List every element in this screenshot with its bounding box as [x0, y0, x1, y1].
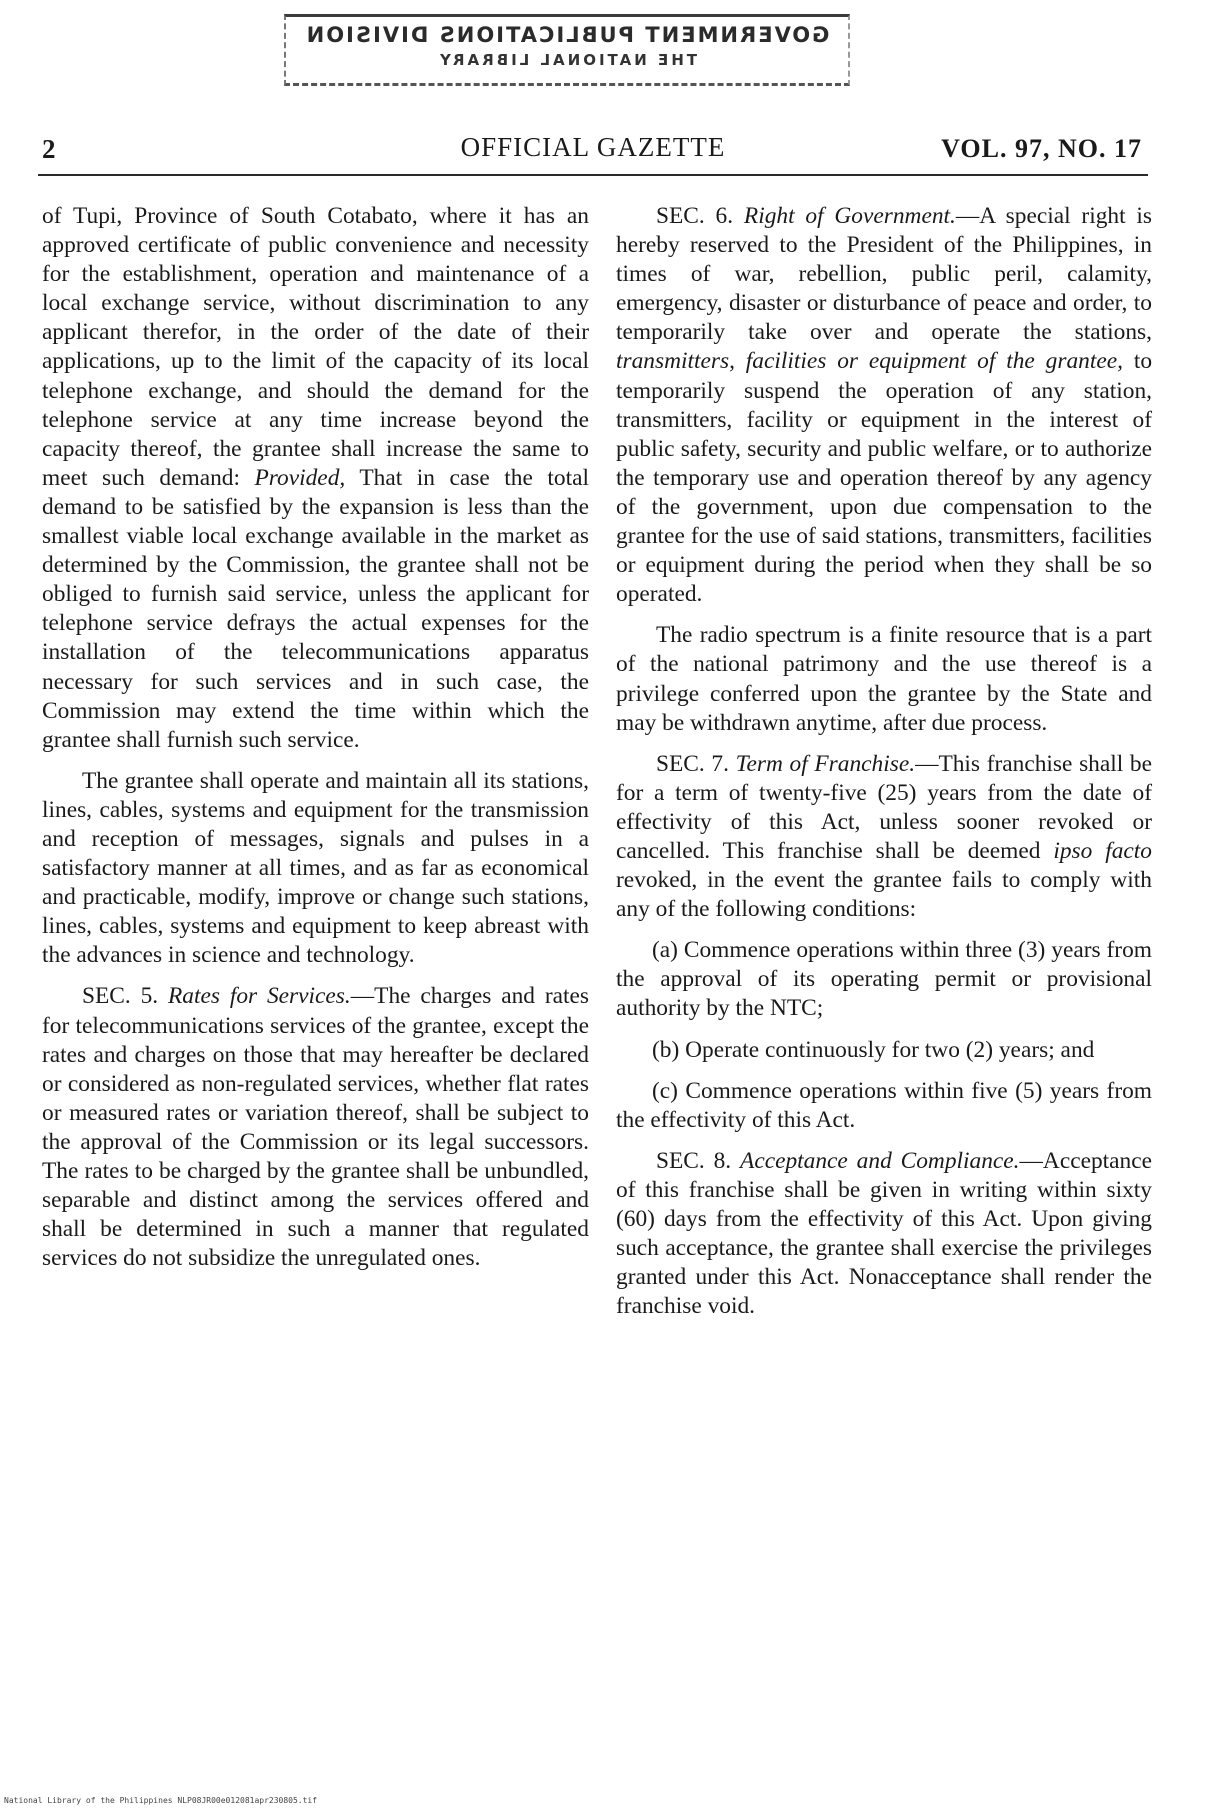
section-title: Term of Franchise.	[735, 750, 916, 777]
left-column	[42, 202, 589, 1285]
condition-a: (a) Commence operations within three (3) years from the approval of its operating permit or provisional authority by the NTC;	[616, 937, 1152, 1022]
section-7	[616, 750, 1152, 925]
stamp-line-2: THE NATIONAL LIBRARY	[436, 51, 698, 69]
section-text: —The charges and rates for telecommunications services of the grantee, except the rates and charges on those that may hereafter be declared or considered as non-regulated services, whether flat rates or measured rates or variation thereof, shall be subject to the approval of the Commission or its legal successors. The rates to be charged by the grantee shall be unbundled, separable and distinct among the services offered and shall be determined in such a manner that regulated services do not subsidize the unregulated ones.	[42, 983, 590, 1272]
section-title: Acceptance and Compliance.	[740, 1147, 1020, 1174]
paragraph-operate-maintain: The grantee shall operate and maintain all its stations, lines, cables, systems and equipment for the transmission and reception of messages, signals and pulses in a satisfactory manner at all times, and as far as economical and practicable, modify, improve or change such stations, lines, cables, systems and equipment to keep abreast with the advances in science and technology.	[42, 767, 589, 969]
text-run: That in case the total demand to be satisfied by the expansion is less than the smallest viable local exchange available in the market as determined by the Commission, the grantee shall not be obliged to furnish said service, unless the applicant for telephone service defrays the actual expenses for the installation of the telecommunications apparatus necessary for such services and in such case, the Commission may extend the time within which the grantee shall furnish such service.	[42, 464, 589, 753]
paragraph-radio-spectrum: The radio spectrum is a finite resource that is a part of the national patrimony and the use thereof is a privilege conferred upon the grantee by the State and may be withdrawn anytime, after due process.	[616, 622, 1152, 736]
ipso-facto-italic: ipso facto	[1053, 837, 1152, 864]
section-text: —This franchise shall be for a term of twenty-five (25) years from the date of effectivity of this Act, unless sooner revoked or cancelled. This franchise shall be deemed	[616, 750, 1152, 864]
section-5	[42, 982, 589, 1273]
publication-title: OFFICIAL GAZETTE	[460, 132, 726, 162]
page-header	[38, 128, 1148, 176]
section-label: SEC. 8.	[656, 1147, 732, 1174]
text-run: of Tupi, Province of South Cotabato, where it has an approved certificate of public convenience and necessity for the establishment, operation and maintenance of a local exchange service, without discrimination to any applicant therefor, in the order of the date of their applications, up to the limit of the capacity of its local telephone exchange, and should the demand for the telephone service at any time increase beyond the capacity thereof, the grantee shall increase the same to meet such demand:	[42, 203, 589, 491]
library-stamp	[284, 14, 850, 86]
page-number: 2	[42, 134, 56, 164]
section-label: SEC. 7.	[656, 750, 729, 777]
scan-footer: National Library of the Philippines NLP08JR00e012081apr230805.tif	[4, 1796, 318, 1805]
condition-b: (b) Operate continuously for two (2) years; and	[652, 1036, 1095, 1063]
section-label: SEC. 5.	[82, 983, 159, 1010]
provided-italic: Provided,	[254, 464, 346, 491]
section-8	[616, 1147, 1152, 1322]
section-title: Right of Government.	[743, 203, 956, 229]
section-text-italic: transmitters, facilities or equipment of the grantee,	[616, 348, 1123, 375]
volume-number: VOL. 97, NO. 17	[941, 134, 1142, 163]
paragraph-continuation	[42, 202, 589, 755]
section-text: to temporarily suspend the operation of any station, transmitters, facility or equipment in the interest of public safety, security and public welfare, or to authorize the temporary use and operation thereof by any agency of the government, upon due compensation to the grantee for the use of said stations, transmitters, facilities or equipment during the period when they shall be so operated.	[616, 348, 1153, 608]
section-label: SEC. 6.	[656, 203, 734, 229]
section-title: Rates for Services.	[168, 983, 351, 1010]
stamp-line-1: GOVERNMENT PUBLICATIONS DIVISION	[304, 23, 830, 47]
section-text: —Acceptance of this franchise shall be given in writing within sixty (60) days from the effectivity of this Act. Upon giving such acceptance, the grantee shall exercise the privileges granted under this Act. Nonacceptance shall render the franchise void.	[616, 1147, 1152, 1320]
right-column	[616, 202, 1152, 1333]
section-text: revoked, in the event the grantee fails to comply with any of the following conditions:	[616, 867, 1152, 923]
section-6	[616, 202, 1152, 609]
section-text: —A special right is hereby reserved to the President of the Philippines, in times of war, rebellion, public peril, calamity, emergency, disaster or disturbance of peace and order, to temporarily take over and operate the stations,	[616, 203, 1153, 346]
condition-c: (c) Commence operations within five (5) years from the effectivity of this Act.	[616, 1077, 1152, 1133]
